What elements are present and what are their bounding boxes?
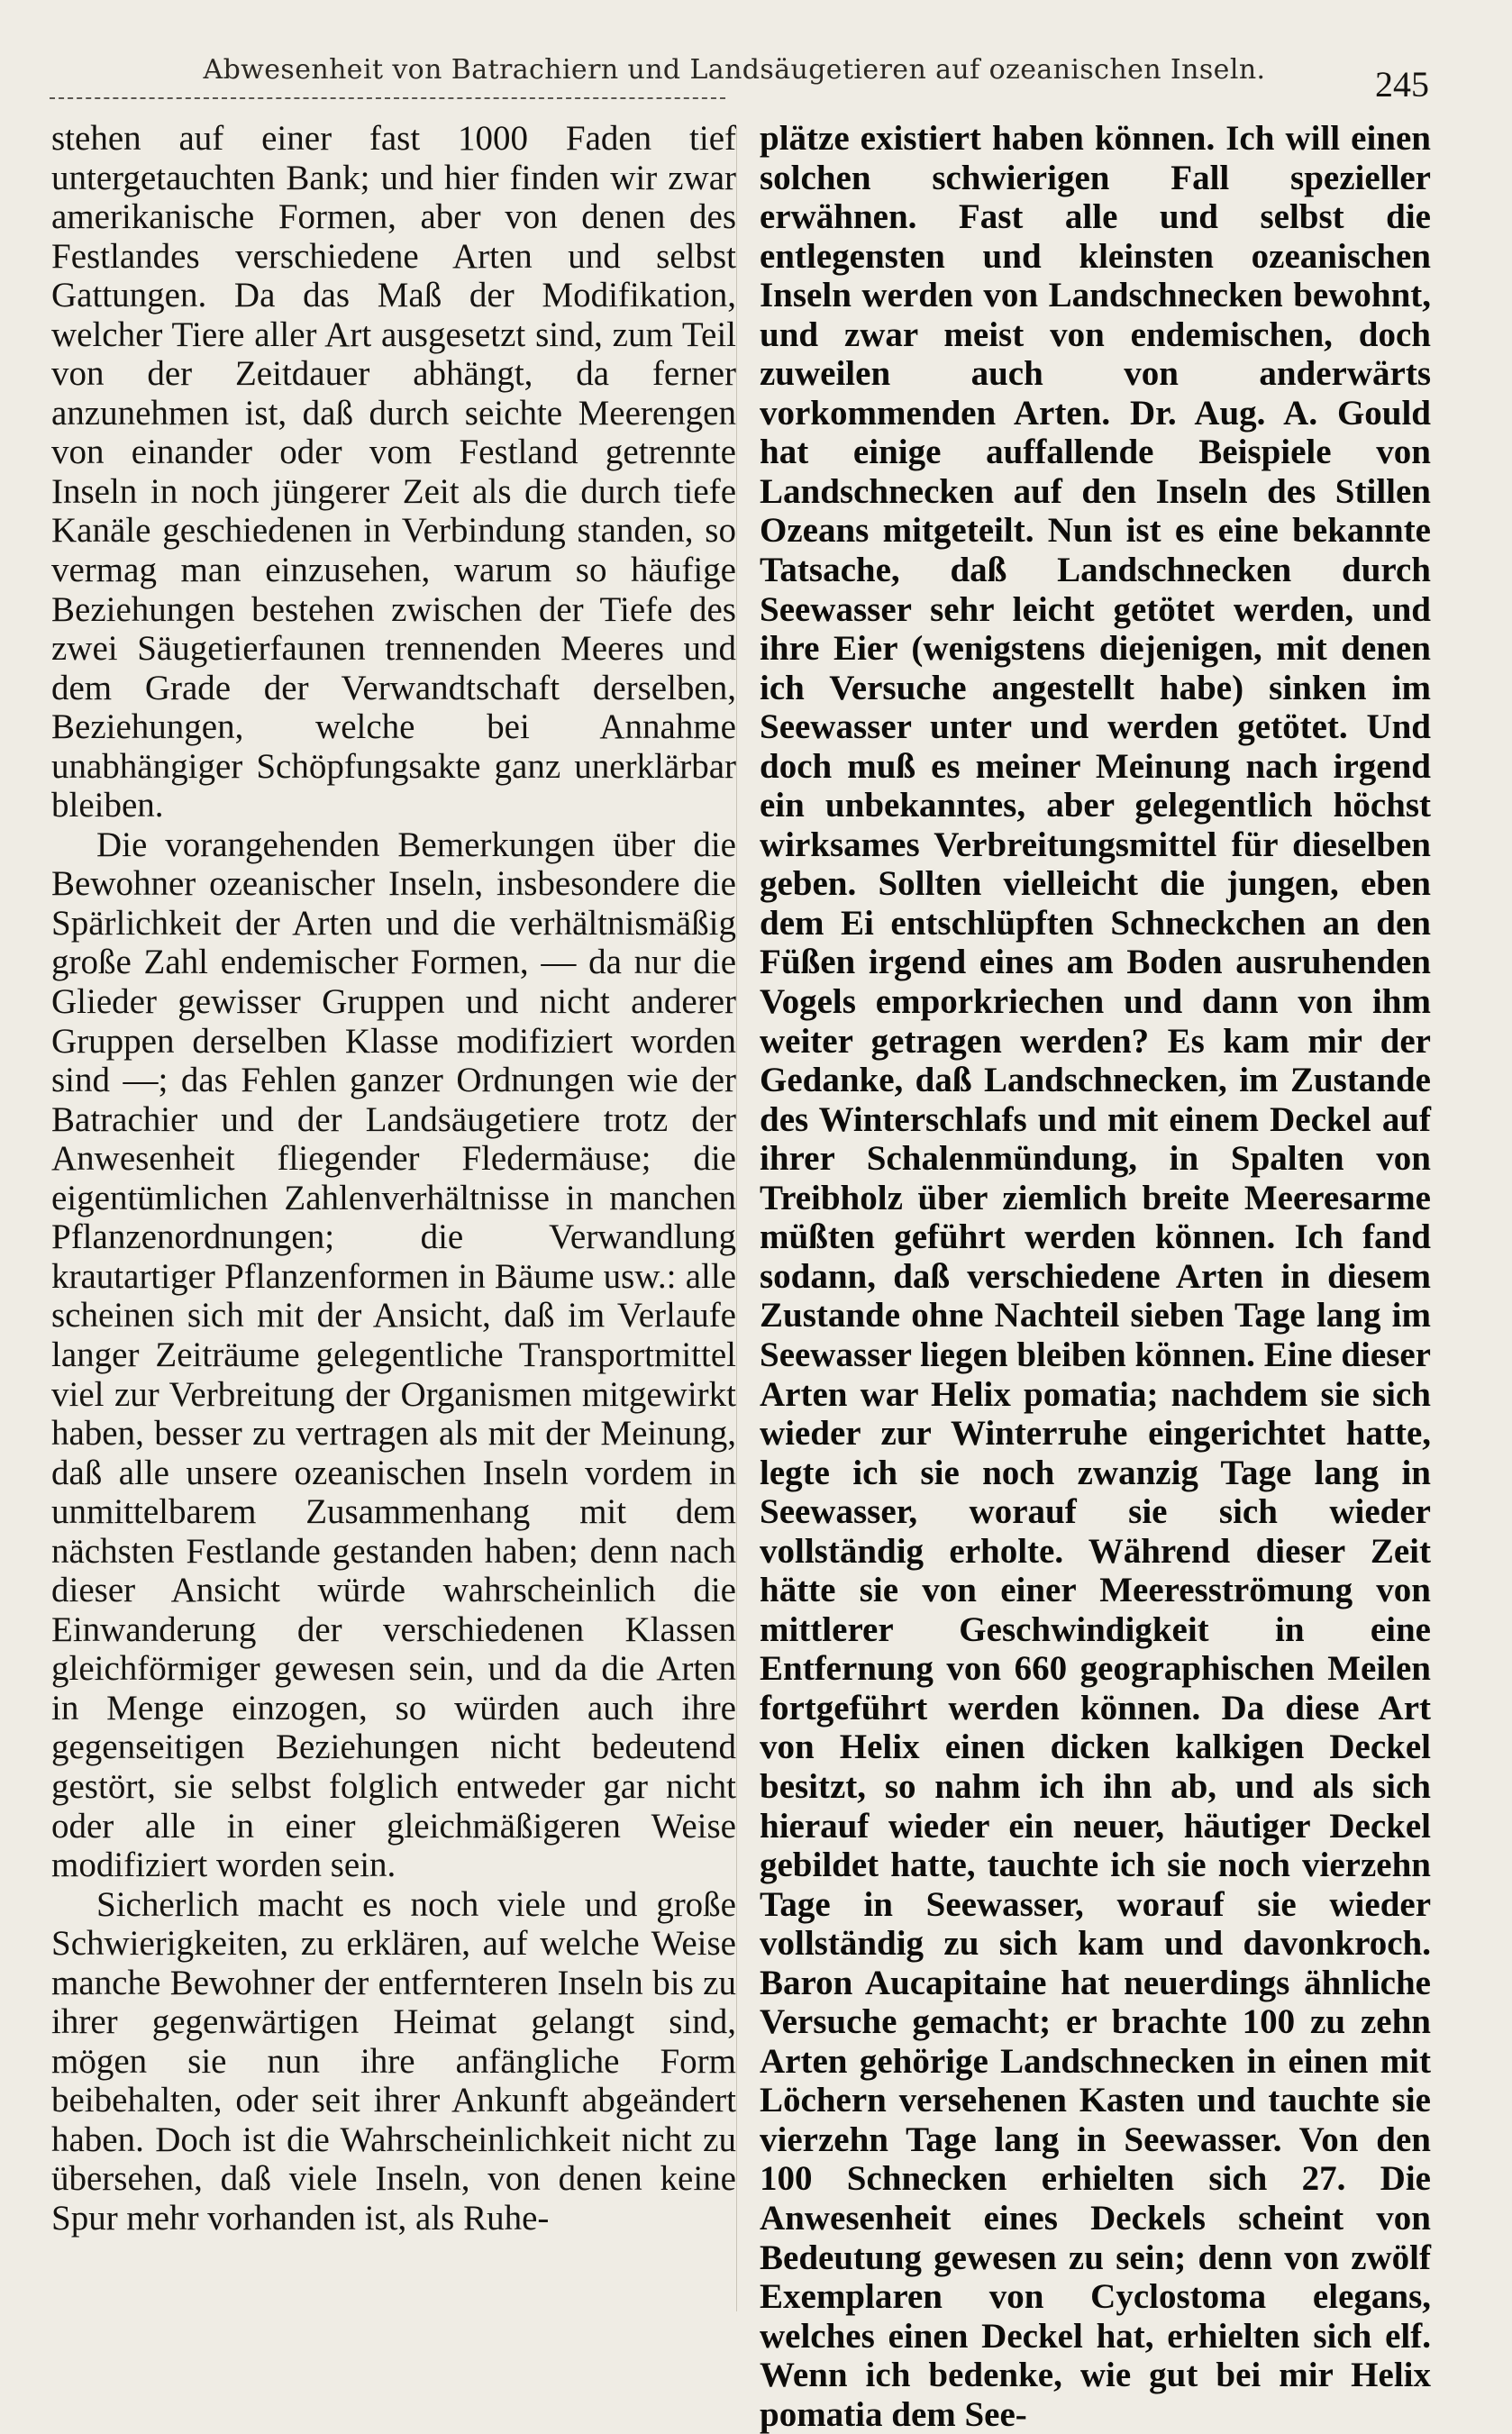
running-header-title: Abwesenheit von Batrachiern und Landsäugetieren auf ozeanischen Inseln. (203, 54, 1266, 86)
column-divider (736, 126, 737, 2311)
header-rule (50, 97, 725, 99)
right-paragraph-1: plätze existiert haben können. Ich will einen solchen schwierigen Fall spezieller erwähnen. Fast alle und selbst die entlegensten und kleinsten ozeanischen Inseln werden von Landschnecken bewohnt, und zwar meist von endemischen, doch zuweilen auch von anderwärts vorkommenden Arten. Dr. Aug. A. Gould hat einige auffallende Beispiele von Landschnecken auf den Inseln des Stillen Ozeans mitgeteilt. Nun ist es eine bekannte Tatsache, daß Landschnecken durch Seewasser sehr leicht getötet werden, und ihre Eier (wenigstens diejenigen, mit denen ich Versuche angestellt habe) sinken im Seewasser unter und werden getötet. Und doch muß es meiner Meinung nach irgend ein unbekanntes, aber gelegentlich höchst wirksames Verbreitungsmittel für dieselben geben. Sollten vielleicht die jungen, eben dem Ei entschlüpften Schneckchen an den Füßen irgend eines am Boden ausruhenden Vogels emporkriechen und dann von ihm weiter getragen werden? Es kam mir der Gedanke, daß Landschnecken, im Zustande des Winterschlafs und mit einem Deckel auf ihrer Schalenmündung, in Spalten von Treibholz über ziemlich breite Meeresarme müßten geführt werden können. Ich fand sodann, daß verschiedene Arten in diesem Zustande ohne Nachteil sieben Tage lang im Seewasser liegen bleiben können. Eine dieser Arten war Helix pomatia; nachdem sie sich wieder zur Winterruhe eingerichtet hatte, legte ich sie noch zwanzig Tage lang in Seewasser, worauf sie sich wieder vollständig erholte. Während dieser Zeit hätte sie von einer Meeresströmung von mittlerer Geschwindigkeit in eine Entfernung von 660 geographischen Meilen fortgeführt werden können. Da diese Art von Helix einen dicken kalkigen Deckel besitzt, so nahm ich ihn ab, und als sich hierauf wieder ein neuer, häutiger Deckel gebildet hatte, tauchte ich sie noch vierzehn Tage in Seewasser, worauf sie wieder vollständig zu sich kam und davonkroch. Baron Aucapitaine hat neuerdings ähnliche Versuche gemacht; er brachte 100 zu zehn Arten gehörige Landschnecken in einen mit Löchern versehenen Kasten und tauchte sie vierzehn Tage lang in Seewasser. Von den 100 Schnecken erhielten sich 27. Die Anwesenheit eines Deckels scheint von Bedeutung gewesen zu sein; denn von zwölf Exemplaren von Cyclostoma elegans, welches einen Deckel hat, erhielten sich elf. Wenn ich bedenke, wie gut bei mir Helix pomatia dem See- (760, 119, 1431, 2434)
left-paragraph-3: Sicherlich macht es noch viele und große Schwierigkeiten, zu erklären, auf welche Weise manche Bewohner der entfernteren Inseln bis zu ihrer gegenwärtigen Heimat gelangt sind, mögen sie nun ihre anfängliche Form beibehalten, oder seit ihrer Ankunft abgeändert haben. Doch ist die Wahrscheinlichkeit nicht zu übersehen, daß viele Inseln, von denen keine Spur mehr vorhanden ist, als Ruhe- (51, 1884, 736, 2238)
right-column (760, 119, 1431, 2434)
left-paragraph-1: stehen auf einer fast 1000 Faden tief untergetauchten Bank; und hier finden wir zwar amerikanische Formen, aber von denen des Festlandes verschiedene Arten und selbst Gattungen. Da das Maß der Modifikation, welcher Tiere aller Art ausgesetzt sind, zum Teil von der Zeitdauer abhängt, da ferner anzunehmen ist, daß durch seichte Meerengen von einander oder vom Festland getrennte Inseln in noch jüngerer Zeit als die durch tiefe Kanäle geschiedenen in Verbindung standen, so vermag man einzusehen, warum so häufige Beziehungen bestehen zwischen der Tiefe des zwei Säugetierfaunen trennenden Meeres und dem Grade der Verwandtschaft derselben, Beziehungen, welche bei Annahme unabhängiger Schöpfungsakte ganz unerklärbar bleiben. (51, 119, 736, 825)
page-number: 245 (1375, 64, 1429, 105)
left-paragraph-2: Die vorangehenden Bemerkungen über die Bewohner ozeanischer Inseln, insbesondere die Spärlichkeit der Arten und die verhältnismäßig große Zahl endemischer Formen, — da nur die Glieder gewisser Gruppen und nicht anderer Gruppen derselben Klasse modifiziert worden sind —; das Fehlen ganzer Ordnungen wie der Batrachier und der Landsäugetiere trotz der Anwesenheit fliegender Fledermäuse; die eigentümlichen Zahlenverhältnisse in manchen Pflanzenordnungen; die Verwandlung krautartiger Pflanzenformen in Bäume usw.: alle scheinen sich mit der Ansicht, daß im Verlaufe langer Zeiträume gelegentliche Transportmittel viel zur Verbreitung der Organismen mitgewirkt haben, besser zu vertragen als mit der Meinung, daß alle unsere ozeanischen Inseln vordem in unmittelbarem Zusammenhang mit dem nächsten Festlande gestanden haben; denn nach dieser Ansicht würde wahrscheinlich die Einwanderung der verschiedenen Klassen gleichförmiger gewesen sein, und da die Arten in Menge einzogen, so würden auch ihre gegenseitigen Beziehungen nicht bedeutend gestört, sie selbst folglich entweder gar nicht oder alle in einer gleichmäßigeren Weise modifiziert worden sein. (51, 825, 736, 1885)
left-column (51, 119, 736, 2238)
